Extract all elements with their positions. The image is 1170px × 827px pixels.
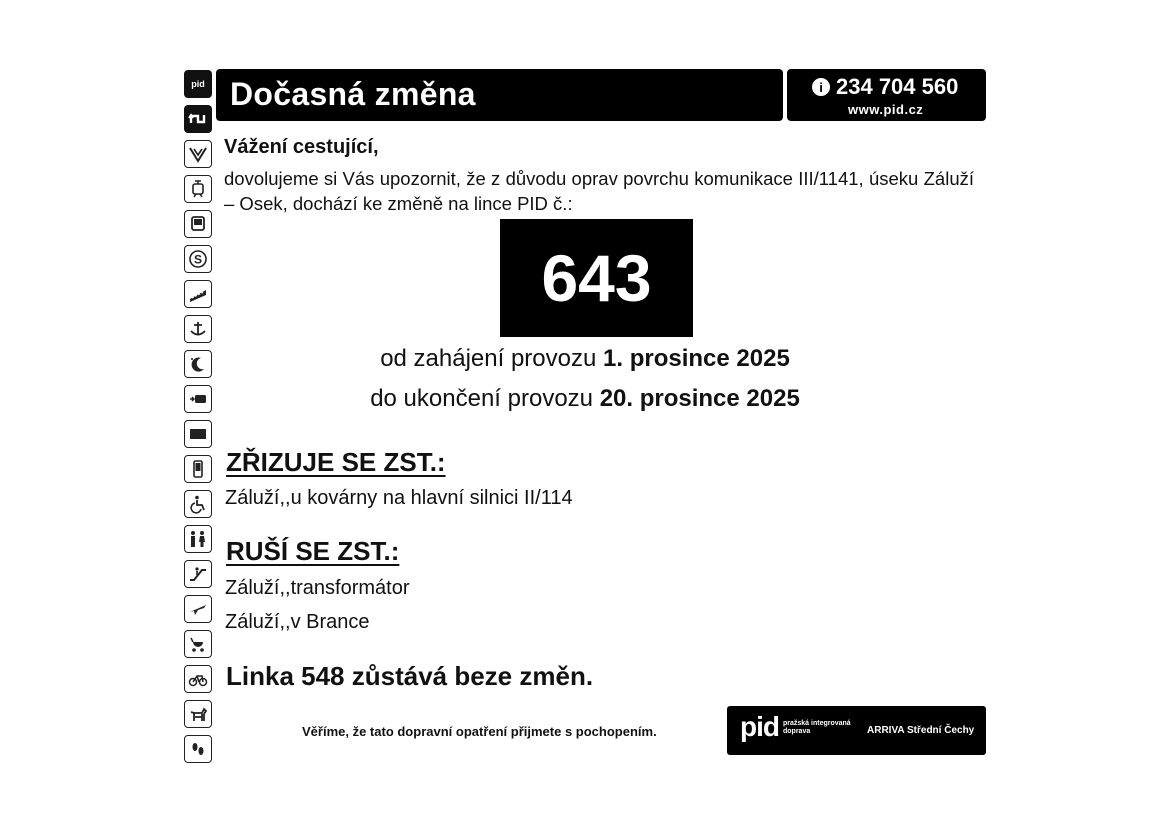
bus-icon	[184, 210, 212, 238]
valid-to-date: 20. prosince 2025	[599, 385, 800, 412]
added-stop: Záluží,,u kovárny na hlavní silnici II/114	[225, 487, 573, 509]
pid-logo-icon: pid	[184, 70, 212, 98]
valid-from-date: 1. prosince 2025	[603, 345, 790, 372]
removed-stop: Záluží,,transformátor	[225, 577, 410, 599]
funicular-icon	[184, 280, 212, 308]
valid-to-prefix: do ukončení provozu	[370, 385, 600, 412]
valid-from-prefix: od zahájení provozu	[380, 345, 604, 372]
ferry-icon	[184, 315, 212, 343]
svg-text:S: S	[193, 252, 203, 267]
valid-to	[216, 385, 954, 413]
line-number: 643	[541, 241, 652, 315]
escalator-icon	[184, 560, 212, 588]
metro-icon	[184, 140, 212, 168]
website-link[interactable]: www.pid.cz	[848, 102, 924, 117]
night-icon	[184, 350, 212, 378]
unchanged-line-note: Linka 548 zůstává beze změn.	[226, 661, 594, 691]
phone-number[interactable]	[812, 74, 958, 100]
tram-icon	[184, 175, 212, 203]
wheelchair-icon	[184, 490, 212, 518]
page-title: Dočasná změna	[230, 76, 476, 112]
greeting: Vážení cestující,	[224, 136, 379, 158]
info-icon: i	[812, 78, 830, 96]
removed-stop: Záluží,,v Brance	[225, 611, 370, 633]
pid-logo: pid	[740, 711, 779, 742]
train-s-icon	[184, 245, 212, 273]
phone-text: 234 704 560	[836, 74, 959, 99]
bicycle-icon	[184, 665, 212, 693]
removed-stops-heading: RUŠÍ SE ZST.:	[226, 536, 400, 566]
added-stops-heading: ZŘIZUJE SE ZST.:	[226, 447, 446, 477]
family-icon	[184, 525, 212, 553]
ticket-icon	[184, 420, 212, 448]
dog-icon	[184, 700, 212, 728]
stroller-icon	[184, 630, 212, 658]
valid-from	[216, 345, 954, 373]
footsteps-icon	[184, 735, 212, 763]
phone-icon	[184, 455, 212, 483]
intro-paragraph: dovolujeme si Vás upozornit, že z důvodu oprav povrchu komunikace III/1141, úseku Záluží – Osek, dochází ke změně na lince PID č.:	[224, 168, 974, 214]
pid-logo-subtitle: pražská integrovaná doprava	[783, 720, 851, 735]
replacement-bus-icon	[184, 385, 212, 413]
carrier-name: ARRIVA Střední Čechy	[867, 725, 975, 736]
footer-text: Věříme, že tato dopravní opatření přijmete s pochopením.	[302, 724, 657, 739]
plane-icon	[184, 595, 212, 623]
bus-detour-icon	[184, 105, 212, 133]
